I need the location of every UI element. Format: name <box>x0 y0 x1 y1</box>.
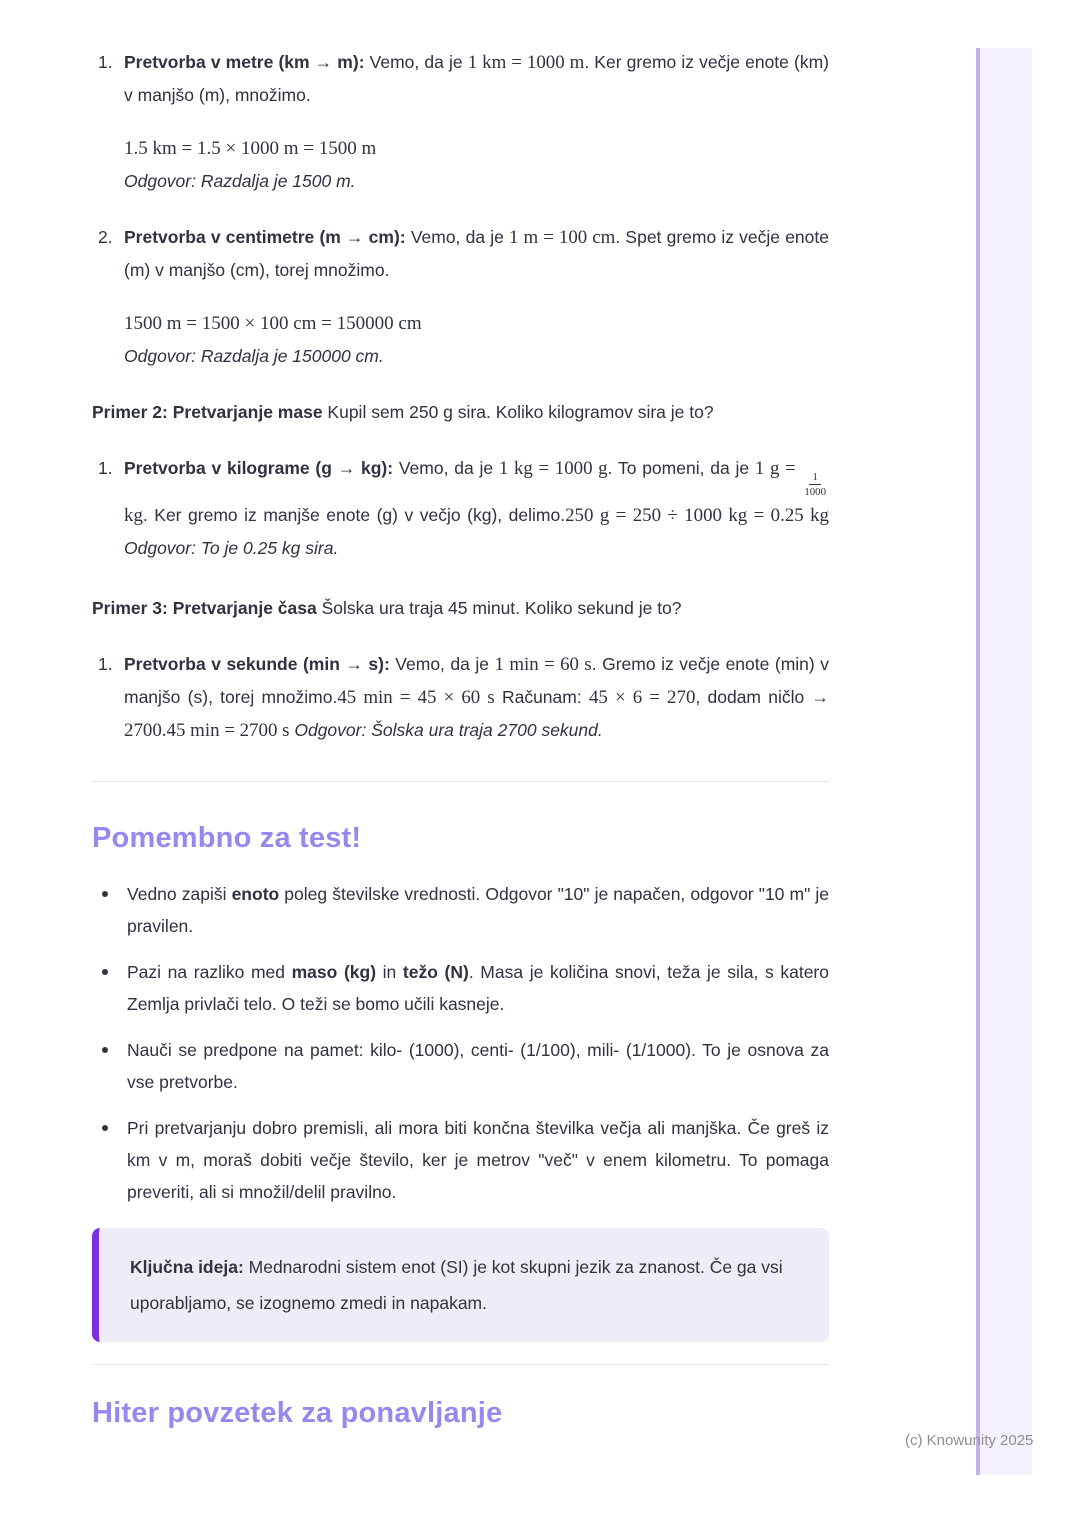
list-number: 1. <box>98 458 113 478</box>
fraction: $\frac{1}{1000}$ <box>804 470 827 499</box>
bullet-text: Pazi na razliko med maso (kg) in težo (N). Masa je količina snovi, teža je sila, s katero Zemlja privlači telo. O teži se bomo učili kasneje. <box>127 961 829 1014</box>
list-number: 1. <box>98 52 113 72</box>
section-heading-summary: Hiter povzetek za ponavljanje <box>92 1396 503 1429</box>
list-item <box>92 1034 829 1098</box>
bullet-text: Nauči se predpone na pamet: kilo- (1000), centi- (1/100), mili- (1/1000). To je osnova za vse pretvorbe. <box>127 1039 829 1092</box>
right-page-strip <box>976 48 1032 1475</box>
bullet-icon <box>102 891 108 897</box>
step-text: Pretvorba v centimetre (m → cm): Vemo, da je 1 m = 100 cm. Spet gremo iz večje enote (m) v manjšo (cm), torej množimo. <box>124 227 829 280</box>
step-text: Pretvorba v kilograme (g → kg): Vemo, da je 1 kg = 1000 g. To pomeni, da je 1 g = $\frac{1}{1000}$ kg. Ker gremo iz manjše enote (g) v večjo (kg), delimo.250 g = 250 ÷ 1000 kg = 0.25 kg Odgovor: To je 0.25 kg sira. <box>124 458 829 558</box>
bullet-icon <box>102 1047 108 1053</box>
bullet-icon <box>102 969 108 975</box>
callout-text: Ključna ideja: Mednarodni sistem enot (SI) je kot skupni jezik za znanost. Če ga vsi uporabljamo, se izognemo zmedi in napakam. <box>130 1256 783 1313</box>
section-divider <box>92 781 829 782</box>
conversion-steps-list <box>92 46 829 372</box>
list-item <box>92 878 829 942</box>
example-2-paragraph: Primer 2: Pretvarjanje mase Kupil sem 250 g sira. Koliko kilogramov sira je to? <box>92 402 714 422</box>
example-3-paragraph: Primer 3: Pretvarjanje časa Šolska ura traja 45 minut. Koliko sekund je to? <box>92 597 682 618</box>
bullet-text: Pri pretvarjanju dobro premisli, ali mora biti končna številka večja ali manjška. Če greš iz km v m, moraš dobiti večje število, ker je metrov "več" v enem kilometru. To pomaga preveriti, ali si množil/delil pravilno. <box>127 1117 829 1202</box>
key-points-list <box>92 878 829 1208</box>
list-item <box>92 452 829 564</box>
list-item <box>92 1112 829 1208</box>
list-item <box>92 648 829 747</box>
step-text: Pretvorba v sekunde (min → s): Vemo, da je 1 min = 60 s. Gremo iz večje enote (min) v manjšo (s), torej množimo.45 min = 45 × 60 s Računam: 45 × 6 = 270, dodam ničlo → 2700.45 min = 2700 s Odgovor: Šolska ura traja 2700 sekund. <box>124 653 829 741</box>
math-expression: 1500 m = 1500 × 100 cm = 150000 cm <box>124 313 422 334</box>
answer-text: Odgovor: Razdalja je 150000 cm. <box>124 346 384 366</box>
list-item <box>92 46 829 197</box>
list-item <box>92 221 829 372</box>
key-idea-callout <box>92 1228 829 1342</box>
document-body <box>92 46 829 1453</box>
math-expression: 1.5 km = 1.5 × 1000 m = 1500 m <box>124 138 377 159</box>
answer-text: Odgovor: Razdalja je 1500 m. <box>124 171 356 191</box>
list-number: 1. <box>98 653 113 674</box>
section-divider <box>92 1364 829 1365</box>
list-item <box>92 956 829 1020</box>
section-heading-important: Pomembno za test! <box>92 821 362 854</box>
bullet-icon <box>102 1125 108 1131</box>
list-number: 2. <box>98 227 113 247</box>
bullet-text: Vedno zapiši enoto poleg številske vrednosti. Odgovor "10" je napačen, odgovor "10 m" je pravilen. <box>127 883 829 936</box>
step-text: Pretvorba v metre (km → m): Vemo, da je 1 km = 1000 m. Ker gremo iz večje enote (km) v manjšo (m), množimo. <box>124 52 829 105</box>
copyright-watermark: (c) Knowunity 2025 <box>905 1432 1034 1449</box>
